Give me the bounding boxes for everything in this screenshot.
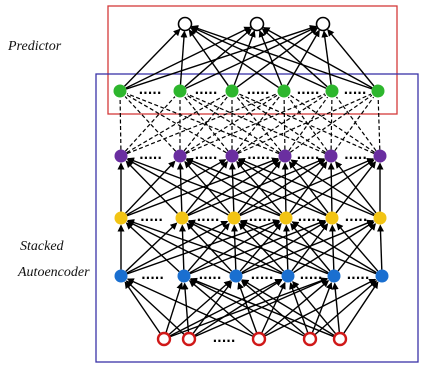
ellipsis-encoder-3-4: .....	[296, 148, 320, 162]
encoder-2-node-5	[326, 212, 339, 225]
encoder-1-node-3	[230, 270, 243, 283]
predictor-hidden-node-1	[114, 85, 127, 98]
autoencoder-label: Autoencoder	[18, 265, 90, 280]
encoder-3-node-1	[115, 150, 128, 163]
predictor-label: Predictor	[8, 39, 62, 54]
encoder-1-node-5	[328, 270, 341, 283]
encoder-3-node-3	[226, 150, 239, 163]
input-node-3	[253, 333, 265, 345]
encoder-1-node-1	[115, 270, 128, 283]
ellipsis-encoder-1-2: .....	[198, 268, 222, 282]
ellipsis-encoder-3-5: .....	[344, 148, 367, 162]
edge-encoder-1-to-encoder-2	[126, 223, 177, 271]
ellipsis-predictor-hidden-1: .....	[138, 83, 162, 97]
encoder-3-node-2	[174, 150, 187, 163]
encoder-2-node-1	[115, 212, 128, 225]
input-node-5	[334, 333, 346, 345]
input-node-2	[183, 333, 195, 345]
stacked-label: Stacked	[20, 239, 64, 254]
ellipsis-predictor-hidden-2: .....	[194, 83, 218, 97]
edge-encoder-2-to-encoder-3	[126, 161, 177, 213]
edge-encoder-3-to-predictor-hidden	[237, 97, 281, 151]
encoder-1-node-4	[282, 270, 295, 283]
ellipsis-encoder-2-4: .....	[297, 210, 321, 224]
edge-encoder-3-to-predictor-hidden	[335, 97, 374, 151]
encoder-2-node-2	[176, 212, 189, 225]
encoder-1-node-2	[178, 270, 191, 283]
output-node-3	[317, 18, 330, 31]
edge-encoder-3-to-predictor-hidden	[284, 99, 285, 150]
edge-input-to-encoder-1	[185, 284, 189, 334]
edge-encoder-2-to-encoder-3	[285, 164, 286, 212]
edge-input-to-encoder-1	[343, 282, 378, 334]
edge-input-to-encoder-1	[128, 279, 254, 336]
edge-predictor-hidden-to-output	[126, 27, 251, 88]
input-node-4	[304, 333, 316, 345]
ellipsis-encoder-2-1: .....	[140, 210, 163, 224]
predictor-hidden-node-6	[372, 85, 385, 98]
encoder-3-node-4	[279, 150, 292, 163]
edge-predictor-hidden-to-output	[125, 29, 180, 86]
edge-encoder-1-to-encoder-2	[380, 226, 382, 270]
encoder-2-node-4	[280, 212, 293, 225]
edge-encoder-2-to-encoder-3	[126, 161, 175, 213]
output-node-2	[251, 18, 264, 31]
edge-encoder-3-to-predictor-hidden	[125, 97, 176, 152]
ellipsis-encoder-2-3: .....	[248, 210, 272, 224]
ellipsis-encoder-2-5: .....	[344, 210, 368, 224]
encoder-2-node-6	[374, 212, 387, 225]
edges-group	[120, 26, 382, 337]
edge-input-to-encoder-1	[335, 284, 340, 334]
ellipsis-predictor-hidden-5: .....	[343, 83, 367, 97]
input-node-1	[158, 333, 170, 345]
predictor-hidden-node-5	[326, 85, 339, 98]
edge-encoder-3-to-predictor-hidden	[120, 99, 121, 150]
ellipsis-encoder-1-5: .....	[346, 268, 370, 282]
ellipsis-encoder-3-2: .....	[194, 148, 218, 162]
edge-predictor-hidden-to-output	[181, 32, 185, 85]
edge-predictor-hidden-to-output	[328, 30, 374, 86]
edge-predictor-hidden-to-output	[186, 27, 316, 88]
ellipsis-encoder-2-2: .....	[196, 210, 220, 224]
encoder-2-node-3	[228, 212, 241, 225]
edge-encoder-2-to-encoder-3	[331, 164, 332, 212]
ellipsis-input: .....	[212, 331, 236, 345]
edge-input-to-encoder-1	[315, 281, 377, 335]
ellipsis-encoder-1-4: .....	[299, 268, 323, 282]
encoder-3-node-6	[374, 150, 387, 163]
ellipsis-encoder-3-3: .....	[247, 148, 270, 162]
edge-predictor-hidden-to-output	[126, 26, 316, 89]
predictor-hidden-node-3	[226, 85, 239, 98]
edge-encoder-3-to-predictor-hidden	[125, 97, 175, 152]
nodes-group	[114, 18, 389, 346]
ellipsis-encoder-1-3: .....	[250, 268, 274, 282]
predictor-hidden-node-2	[174, 85, 187, 98]
ellipsis-predictor-hidden-4: .....	[296, 83, 320, 97]
ellipsis-encoder-3-1: .....	[139, 148, 162, 162]
edge-encoder-3-to-predictor-hidden	[378, 99, 380, 150]
output-node-1	[179, 18, 192, 31]
ellipsis-encoder-1-1: .....	[141, 268, 164, 282]
edge-encoder-1-to-encoder-2	[286, 226, 288, 270]
edge-predictor-hidden-to-output	[324, 31, 331, 84]
edge-encoder-2-to-encoder-3	[180, 164, 182, 212]
edge-encoder-1-to-encoder-2	[182, 226, 184, 270]
edge-encoder-3-to-predictor-hidden	[331, 99, 332, 150]
ellipsis-predictor-hidden-3: .....	[246, 83, 270, 97]
encoder-3-node-5	[325, 150, 338, 163]
encoder-1-node-6	[376, 270, 389, 283]
predictor-hidden-node-4	[278, 85, 291, 98]
edge-predictor-hidden-to-output	[191, 28, 278, 87]
edge-encoder-3-to-predictor-hidden	[337, 97, 377, 151]
